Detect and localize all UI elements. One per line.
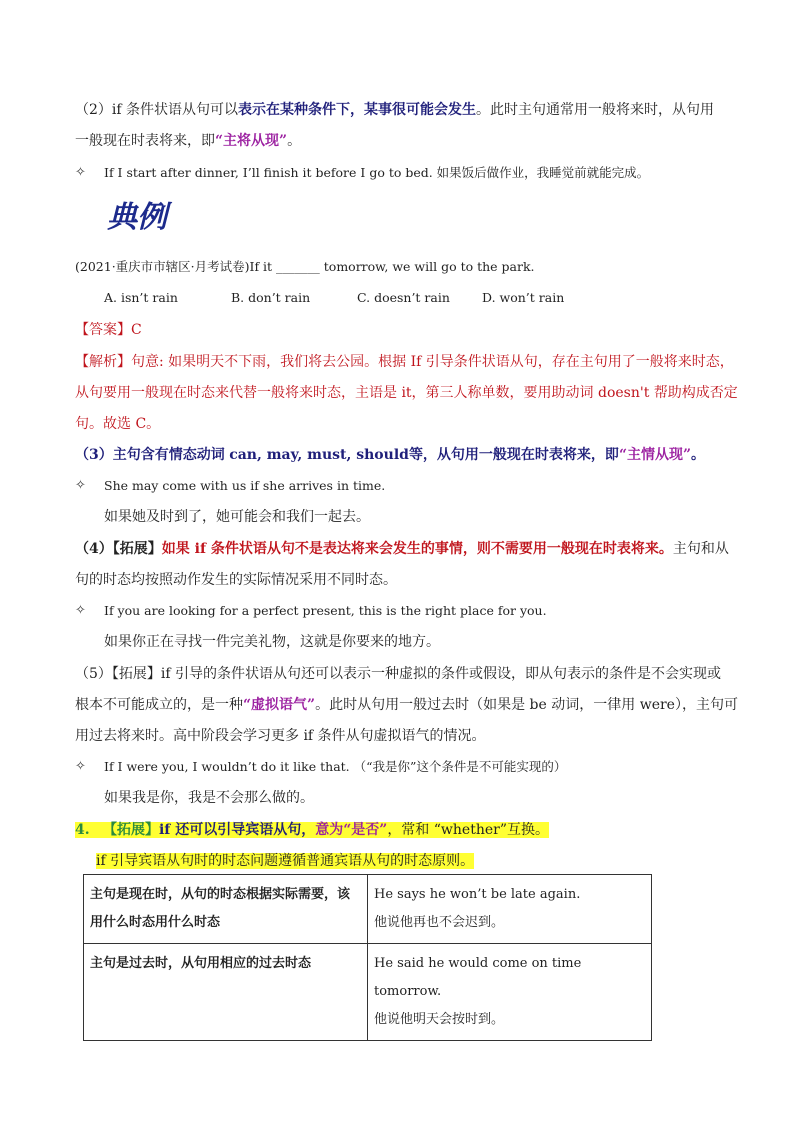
diamond-bullet-icon: ✧ [75,759,86,774]
para-4-rest: 主句和从 [672,541,729,557]
diamond-bullet-icon: ✧ [75,478,86,493]
para-2-line1 [75,100,714,120]
answer-value: C [131,322,142,338]
para-3-modals: can, may, must, should [229,447,409,463]
example-4-en: If I were you, I wouldn’t do it like that. （“我是你”这个条件是不可能实现的） [104,759,567,774]
section-4-b: 意为“是否” [315,822,388,838]
option-d: D. won’t rain [482,290,565,305]
question-stem: (2021·重庆市市辖区·月考试卷)If it _______ tomorrow, we will go to the park. [75,259,535,274]
table-example-zh: 他说他再也不会迟到。 [374,915,505,930]
para-5-line2-rest: 。此时从句用一般过去时（如果是 be 动词，一律用 were），主句可 [315,697,738,713]
section-4-label: 【拓展】 [102,822,159,838]
example-1: If I start after dinner, I’ll finish it before I go to bed. 如果饭后做作业，我睡觉前就能完成。 [104,165,650,180]
svg-text:典例: 典例 [107,200,167,235]
para-2-prefix: （2）if 条件状语从句可以 [75,102,239,118]
para-3 [75,445,705,465]
diamond-bullet-icon: ✧ [75,165,86,180]
para-2-end: 。 [287,133,302,149]
example-2-en: She may come with us if she arrives in time. [104,478,386,493]
analysis-line3: 句。故选 C。 [75,416,161,432]
table-rule-cell: 主句是现在时，从句的时态根据实际需要，该用什么时态用什么时态 [84,875,368,944]
section-4-number: 4. [75,822,90,838]
option-a: A. isn’t rain [104,290,178,305]
section-4-heading [75,820,549,840]
section-4-sub [96,851,474,871]
para-5-line2-prefix: 根本不可能成立的，是一种 [75,697,243,713]
para-3-mid: 等，从句用一般现在时表将来，即 [408,447,619,463]
table-row [84,944,652,1041]
para-5-line2 [75,695,738,715]
table-example-en: He says he won’t be late again. [374,887,581,902]
para-2-emphasis: 表示在某种条件下，某事很可能会发生 [238,102,477,118]
table-example-cell [368,944,652,1041]
table-example-en: He said he would come on time tomorrow. [374,956,582,999]
analysis-line2: 从句要用一般现在时态来代替一般将来时态，主语是 it，第三人称单数，要用助动词 doesn't 帮助构成否定 [75,385,738,401]
answer-label: 【答案】 [75,322,131,338]
example-4-zh: 如果我是你，我是不会那么做的。 [104,790,314,806]
para-2-line2 [75,131,301,151]
analysis-line1 [75,352,734,372]
example-logo [105,195,185,237]
para-2-quote: “主将从现” [215,133,288,149]
option-c: C. doesn’t rain [357,290,450,305]
section-4-highlight [75,822,549,838]
para-2-line2-prefix: 一般现在时表将来，即 [75,133,215,149]
para-4-red: 如果 if 条件状语从句不是表达将来会发生的事情，则不需要用一般现在时表将来。 [161,541,673,557]
table-rule-cell: 主句是过去时，从句用相应的过去时态 [84,944,368,1041]
tense-table [83,874,652,1041]
para-4-label: （4）【拓展】 [75,541,162,557]
analysis-text-1: 句意: 如果明天不下雨，我们将去公园。根据 If 引导条件状语从句，存在主句用了一般将来时态， [131,354,734,370]
para-5-quote: “虚拟语气” [243,697,316,713]
example-2-zh: 如果她及时到了，她可能会和我们一起去。 [104,509,370,525]
section-4-a: if 还可以引导宾语从句， [158,822,316,838]
table-row [84,875,652,944]
example-3-zh: 如果你正在寻找一件完美礼物，这就是你要来的地方。 [104,634,440,650]
para-5-line3: 用过去将来时。高中阶段会学习更多 if 条件从句虚拟语气的情况。 [75,728,486,744]
answer [75,320,142,340]
para-4-line2: 句的时态均按照动作发生的实际情况采用不同时态。 [75,572,397,588]
table-example-cell [368,875,652,944]
para-5-line1: （5）【拓展】if 引导的条件状语从句还可以表示一种虚拟的条件或假设，即从句表示的条件是不会实现或 [75,666,722,682]
section-4-c: ，常和 “whether”互换。 [387,822,549,838]
example-logo-icon [105,195,185,237]
option-b: B. don’t rain [231,290,311,305]
table-example-zh: 他说他明天会按时到。 [374,1012,505,1027]
section-4-sub-text: if 引导宾语从句时的时态问题遵循普通宾语从句的时态原则。 [96,853,475,869]
analysis-label: 【解析】 [75,354,131,370]
para-3-prefix: （3）主句含有情态动词 [75,447,225,463]
para-3-end: 。 [691,447,706,463]
para-2-after: 。此时主句通常用一般将来时，从句用 [476,102,715,118]
diamond-bullet-icon: ✧ [75,603,86,618]
para-4-line1 [75,539,729,559]
para-3-quote: “主情从现” [618,447,692,463]
example-3-en: If you are looking for a perfect present, this is the right place for you. [104,603,547,618]
